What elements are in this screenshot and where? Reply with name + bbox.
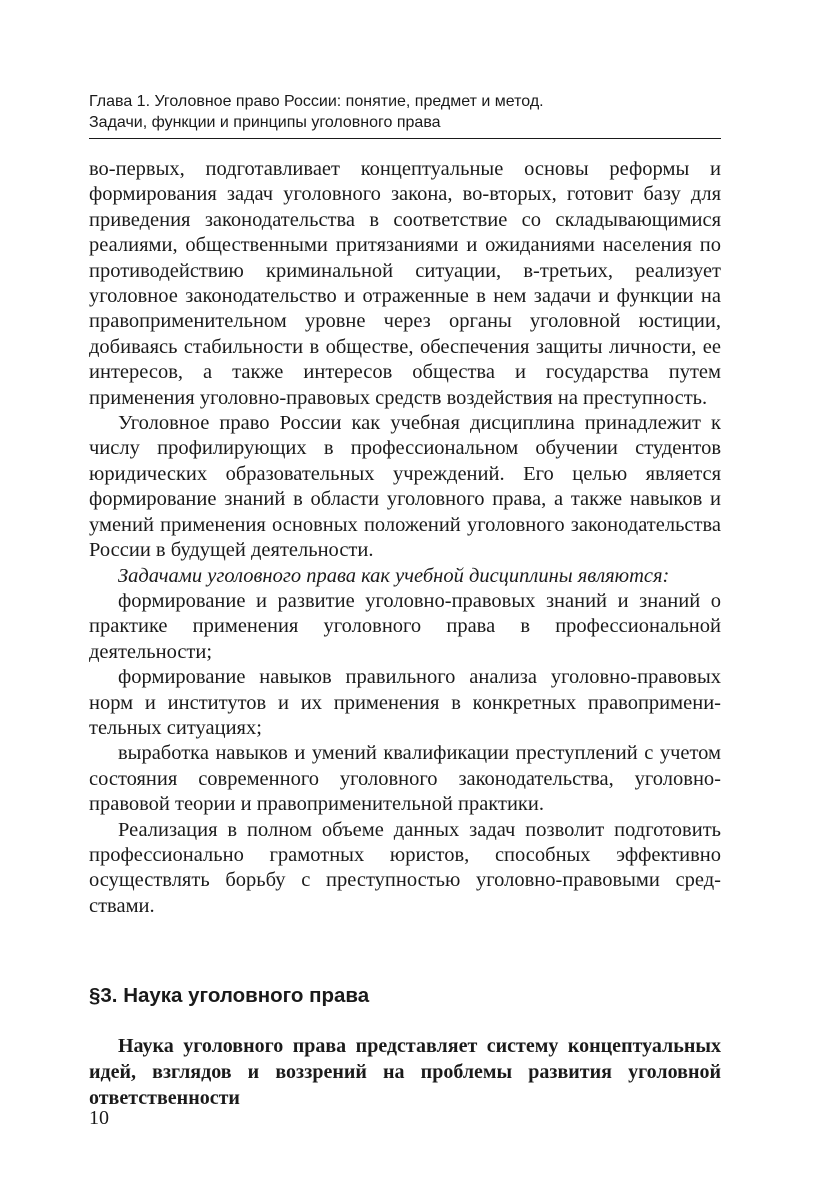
running-head-subtitle: Задачи, функции и принципы уголовного права bbox=[89, 114, 441, 131]
paragraph-discipline: Уголовное право России как учебная дисциплина принадлежит к числу профилирующих в профессиональном обучении студентов юридических образовательных учреждений. Его целью является формирование знаний в области уголовного права, а также навыков и умений применения основных положений уголовного законодательства России в будущей деятельности. bbox=[89, 412, 721, 562]
paragraph-task-2: формирование навыков правильного анализа уголовно-правовых норм и институтов и их применения в конкретных правоприменительных ситуациях; bbox=[89, 666, 721, 739]
page-number: 10 bbox=[89, 1107, 109, 1129]
running-head bbox=[89, 91, 721, 139]
section-heading: §3. Наука уголовного права bbox=[89, 984, 370, 1007]
paragraph-continuation: во-первых, подготавливает концептуальные основы реформы и формирования задач уголовного закона, во-вторых, готовит базу для приведения законодательства в соответствие со складывающимися реалиями, общественными притязаниями и ожиданиями населения по противодействию криминальной ситуации, в-третьих, реализует уголовное законодательство и отраженные в нем задачи и функции на правоприменительном уровне через органы уголовной юстиции, добиваясь стабильности в обществе, обеспечения защиты личности, ее интересов, а также интересов общества и государства путем применения уголовно-правовых средств воздействия на преступность. bbox=[89, 158, 721, 409]
body-text bbox=[89, 157, 721, 919]
paragraph-task-3: выработка навыков и умений квалификации преступлений с учетом состояния современного уголовного законодательства, уголовно-правовой теории и правоприменительной практики. bbox=[89, 742, 721, 816]
paragraph-task-1: формирование и развитие уголовно-правовых знаний и знаний о практике применения уголовного права в профессиональной деятельности; bbox=[89, 589, 721, 663]
section-lead-text: Наука уголовного права представляет систему концептуальных идей, взглядов и воззрений на проблемы развития уголовной ответственности bbox=[89, 1035, 721, 1109]
paragraph-conclusion: Реализация в полном объеме данных задач позволит подготовить профессионально грамотных юристов, способных эффективно осуществлять борьбу с преступностью уголовно-правовыми средствами. bbox=[89, 818, 721, 917]
paragraph-tasks-intro: Задачами уголовного права как учебной дисциплины являются: bbox=[118, 564, 670, 587]
running-head-chapter: Глава 1. Уголовное право России: понятие, предмет и метод. bbox=[89, 93, 544, 110]
